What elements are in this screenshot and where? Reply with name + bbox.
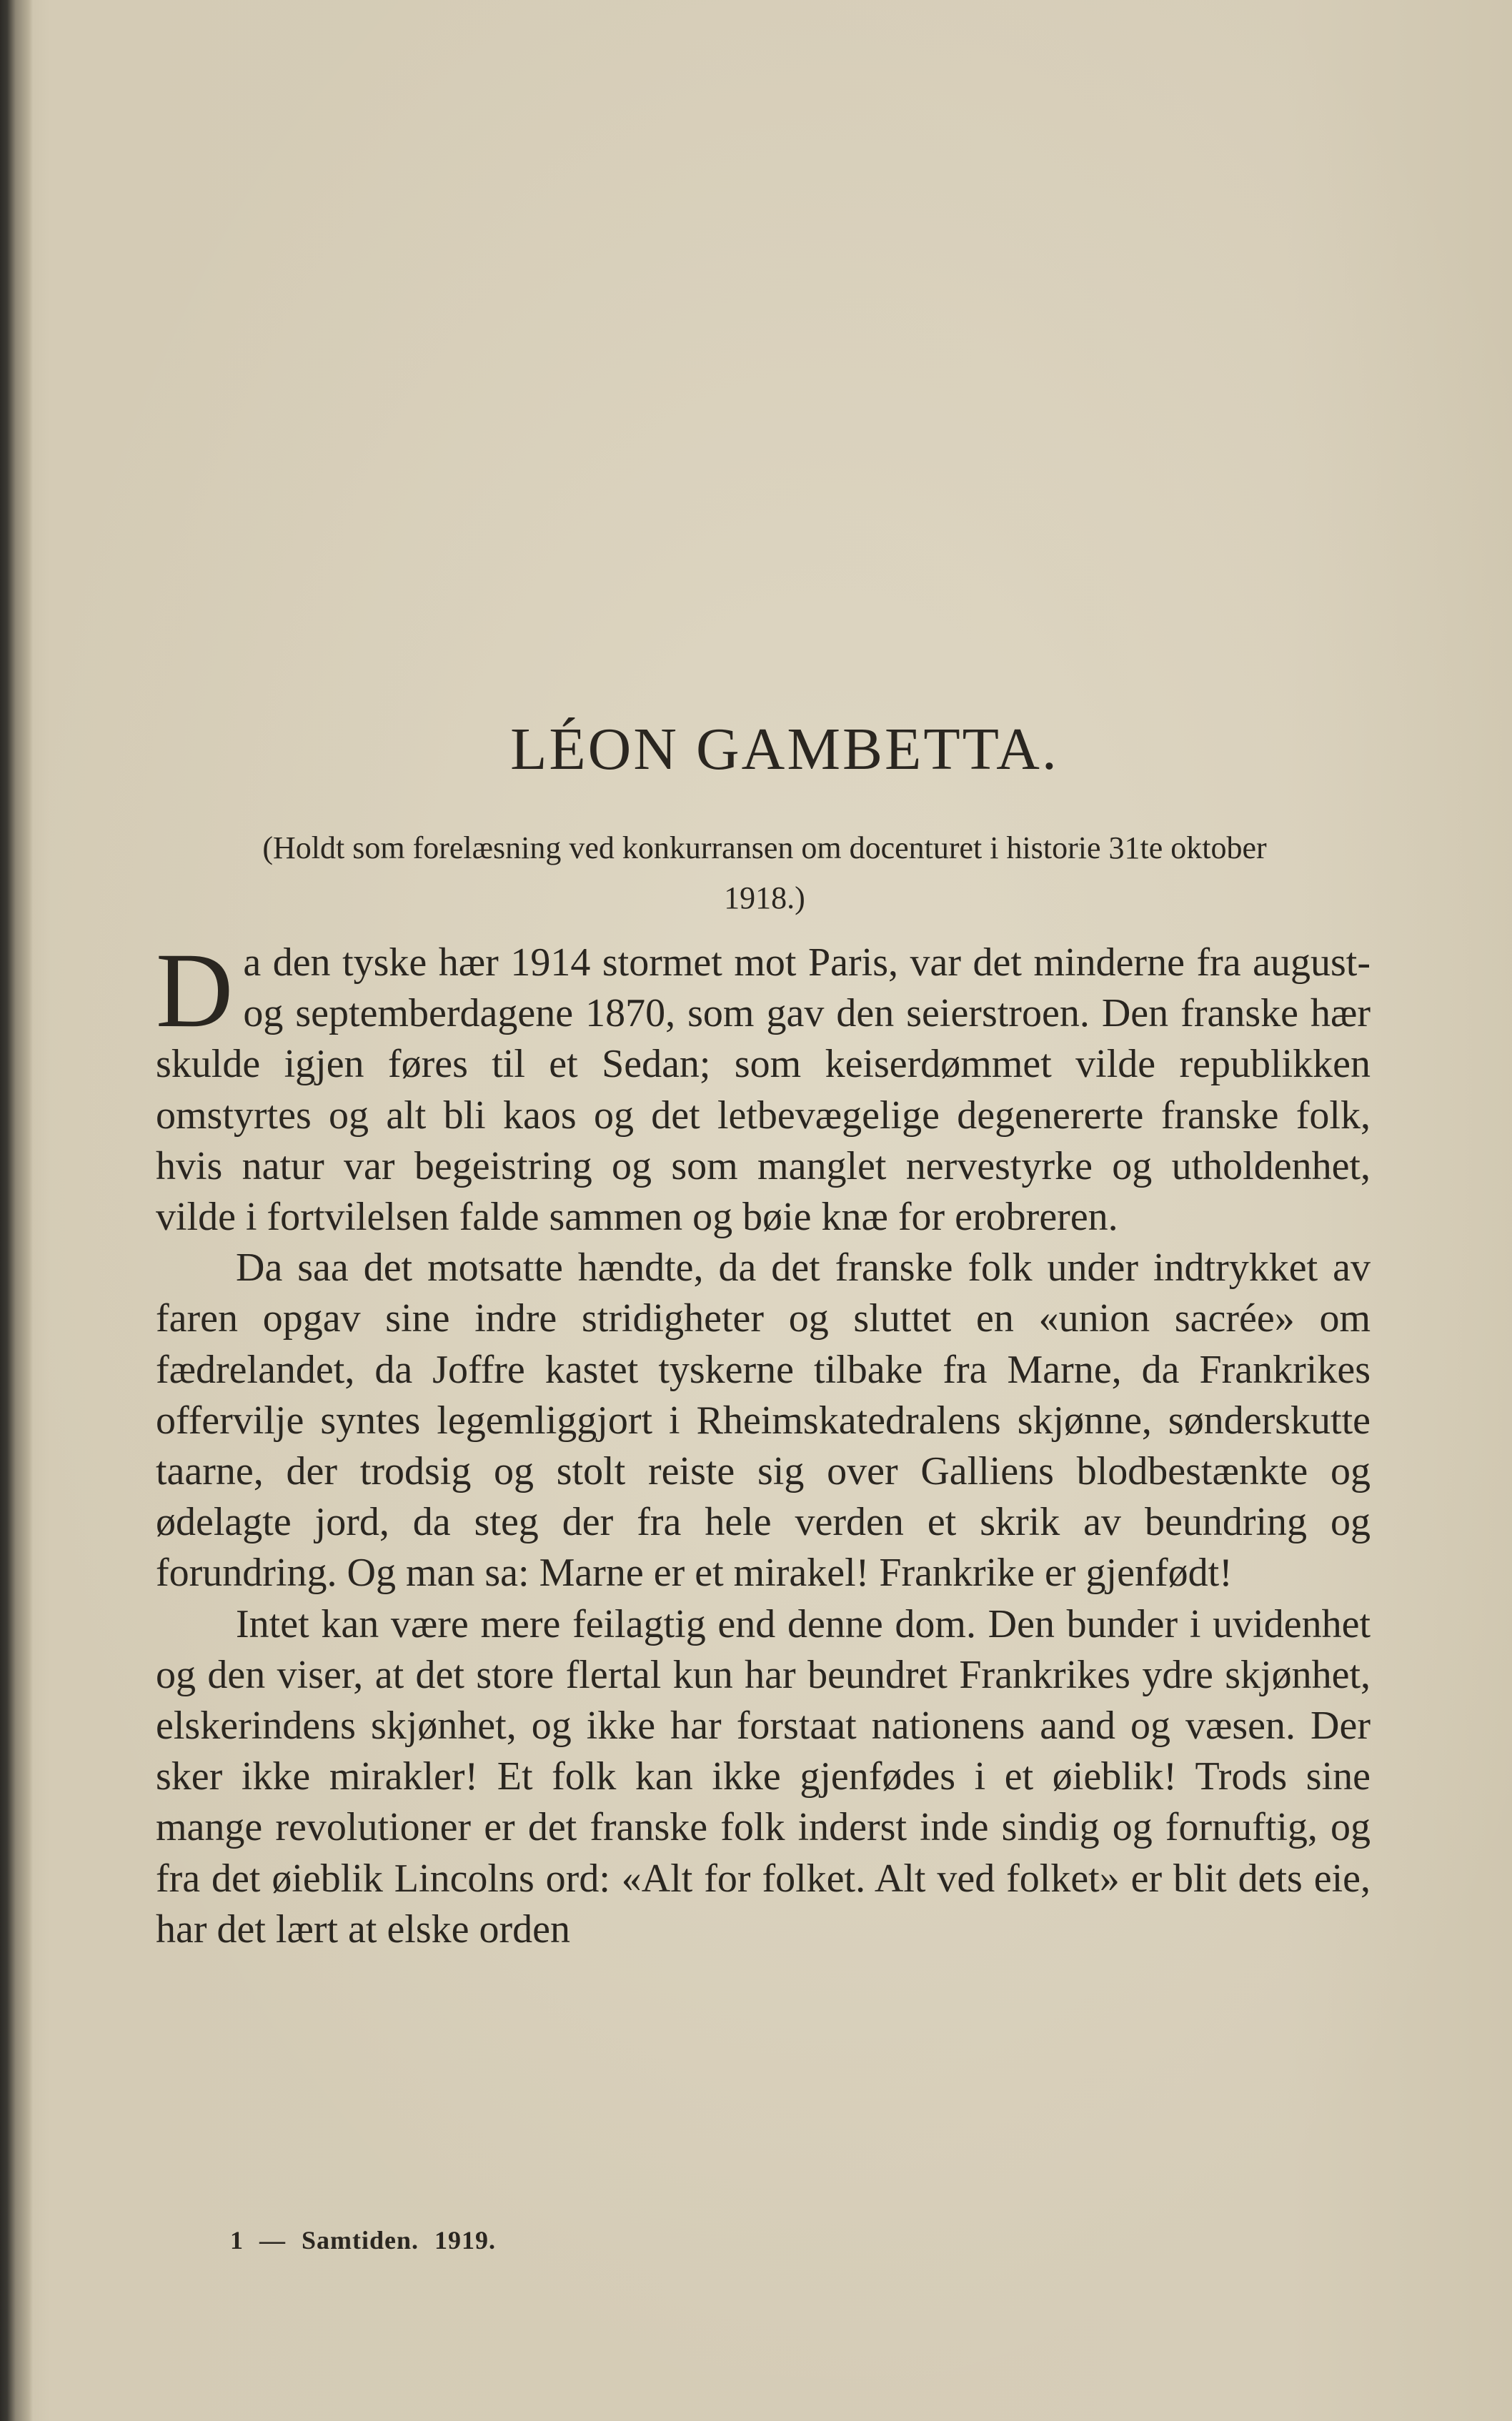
footer-signature: 1 — [230, 2226, 244, 2255]
article-subtitle: (Holdt som forelæsning ved konkurransen om docenturet i historie 31te oktober 1918.) — [262, 830, 1267, 915]
footer-journal: Samtiden. — [302, 2226, 419, 2255]
footer-year: 1919. — [434, 2226, 497, 2255]
paragraph-1-text: a den tyske hær 1914 stormet mot Paris, var det minderne fra august- og septemberdagene 1870, som gav den seierstroen. Den franske hær skulde igjen føres til et Sedan; som keiserdømmet vilde republikken omstyrtes og alt bli kaos og det letbevægelige degenererte franske folk, hvis natur var begeistring og som manglet nervestyrke og utholdenhet, vilde i fortvilelsen falde sammen og bøie knæ for erobreren. — [156, 940, 1371, 1240]
page-footer — [230, 2225, 504, 2255]
article-title: LÉON GAMBETTA. — [510, 716, 1059, 782]
paragraph-1 — [156, 931, 1371, 1243]
book-spine-shadow — [0, 0, 33, 2421]
article-body — [156, 931, 1371, 1955]
paragraph-3: Intet kan være mere feilagtig end denne dom. Den bunder i uvidenhet og den viser, at det store flertal kun har beundret Frankrikes ydre skjønhet, elskerindens skjønhet, og ikke har forstaat nationens aand og væsen. Der sker ikke mirakler! Et folk kan ikke gjenfødes i et øieblik! Trods sine mange revolutioner er det franske folk inderst inde sindig og fornuftig, og fra det øieblik Lincolns ord: «Alt for folket. Alt ved folket» er blit dets eie, har det lært at elske orden — [156, 1601, 1371, 1952]
drop-cap: D — [156, 931, 234, 1050]
footer-separator: — — [259, 2226, 286, 2255]
paragraph-2: Da saa det motsatte hændte, da det franske folk under indtrykket av faren opgav sine indre stridigheter og sluttet en «union sacrée» om fædrelandet, da Joffre kastet tyskerne tilbake fra Marne, da Frankrikes offervilje syntes legemliggjort i Rheimskatedralens skjønne, sønderskutte taarne, der trodsig og stolt reiste sig over Galliens blodbestænkte og ødelagte jord, da steg der fra hele verden et skrik av beundring og forundring. Og man sa: Marne er et mirakel! Frankrike er gjenfødt! — [156, 1246, 1371, 1596]
